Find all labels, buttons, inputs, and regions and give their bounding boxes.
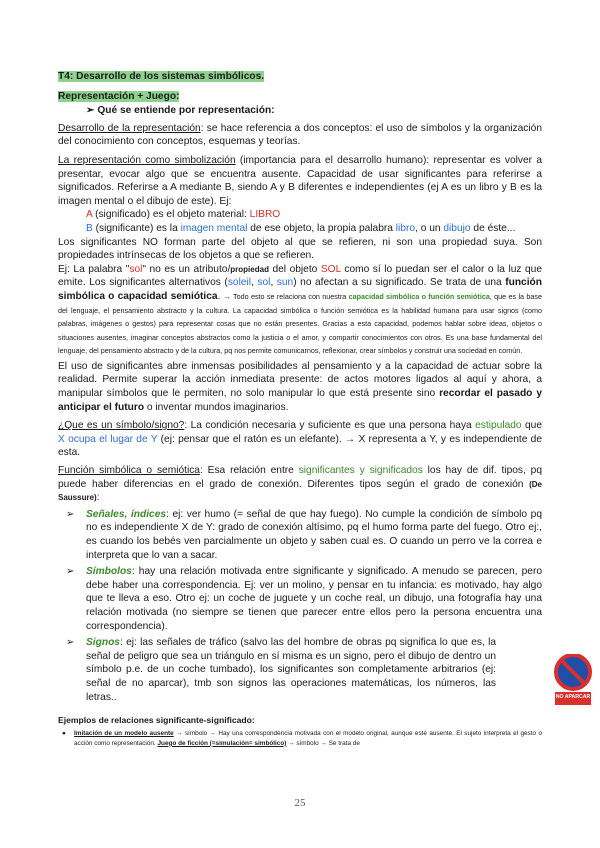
- paragraph-simbolo-signo: ¿Que es un símbolo/signo?: La condición necesaria y suficiente es que una persona haya estipulado que X ocupa el lugar de Y (ej: pensar que el ratón es un elefante). → X representa a Y, y es independiente de esta.: [58, 420, 543, 459]
- bullet-senales: ➢ Señales, índices: ej: ver humo (= señal de que hay fuego). No cumple la condición de símbolo pq no es independiente X de Y: grado de conexión altísimo, pq el humo forma parte del fuego. Otro ej:, es cuando los bebés ven parcialmente un objeto y saben cual es. O cuando un perro ve la correa e interpreta que lo van a sacar.: [66, 508, 542, 561]
- example-b-line: B (significante) es la imagen mental de ese objeto, la propia palabra libro, o un dibujo de éste...: [86, 222, 516, 234]
- examples-title: Ejemplos de relaciones significante-significado:: [58, 715, 255, 726]
- topic-title: T4: Desarrollo de los sistemas simbólicos.: [58, 71, 265, 82]
- paragraph-posibilidades: El uso de significantes abre inmensas posibilidades al pensamiento y a la capacidad de actuar sobre la realidad. Permite superar la acción inmediata presente: de actos motores ligados al aquí y ahora, a manipular símbolos que le permiten, no solo manipular lo que está presente sino recordar el pasado y anticipar el futuro o inventar mundos imaginarios.: [58, 360, 542, 413]
- document-page: [58, 70, 542, 749]
- bullet-signos: ➢ Signos: ej: las señales de tráfico (salvo las del hombre de obras pq significa lo que es, la señal de peligro que sea un triángulo en sí misma es un signo, pero el dibujo de dentro un símbolo p.e. de un coche tumbado), los significantes son completamente arbitrarios (ej: señal de no aparcar), tmb son signos las operaciones matemáticas, los números, las letras..: [66, 637, 496, 703]
- page-number: 25: [294, 797, 306, 809]
- examples-list-item: ● Imitación de un modelo ausente → símbolo → Hay una correspondencia motivada con el modelo original, aunque esté ausente. El sujeto interpreta el gesto o acción como representación. Juego de ficción (=simulación= simbólico) → símbolo → Se trata de: [62, 729, 543, 747]
- section-heading: Representación + Juego:: [58, 90, 180, 102]
- example-a-line: A (significado) es el objeto material: LIBRO: [86, 209, 281, 221]
- paragraph-funcion-simbolica: Función simbólica o semiótica: Esa relación entre significantes y significados los hay de dif. tipos, pq puede haber diferencias en el grado de conexión. Diferentes tipos según el grado de conexión (De Saussure):: [58, 465, 543, 504]
- paragraph-simbolizacion: La representación como simbolización (importancia para el desarrollo humano): representar es volver a presentar, evocar algo que se encuentra ausente. Capacidad de usar significantes para referirse a significados. Referirse a A mediante B, siendo A y B diferentes e independientes (ej A es un libro y B es la imagen mental o el dibujo de este). Ej:: [58, 154, 542, 207]
- bullet-simbolos: ➢ Símbolos: hay una relación motivada entre significante y significado. A menudo se parecen, pero debe haber una correspondencia. Ej: ver un molino, y pensar en tu infancia: es motivado, hay algo que te lleva a eso. Otro ej: un coche de juguete y un coche real, un dibujo, una fotografía hay una relación motivada (no siempre se tienen que parecer entre ellos pero la persona encuentra una correspondencia).: [66, 566, 542, 632]
- paragraph-desarrollo: Desarrollo de la representación: se hace referencia a dos conceptos: el uso de símbolos y la organización del conocimiento con conceptos, esquemas y teorías.: [58, 122, 542, 148]
- paragraph-significantes: Los significantes NO forman parte del objeto al que se refieren, ni son una propiedad suya. Son propiedades intrínsecas de los objetos a que se refieren.: [58, 236, 542, 262]
- sign-text: NO APARCAR: [555, 694, 591, 700]
- no-parking-sign-icon: [553, 654, 593, 706]
- question-heading: ➢ Qué se entiende por representación:: [86, 105, 275, 117]
- paragraph-sol-example: Ej: La palabra "sol" no es un atributo/propiedad del objeto SOL como sí lo puedan ser el calor o la luz que emite. Los significantes alternativos (soleil, sol, sun) no afectan a su significado. Se trata de una función simbólica o capacidad semiótica. → Todo esto se relaciona con nuestra capacidad simbólica o función semiótica, que es la base del lenguaje, el pensamiento abstracto y la cultura. La capacidad simbólica o función semiótica es la habilidad humana para usar signos (como palabras, imágenes o gestos) para representar cosas que no están presentes. Gracias a esta capacidad, podemos hablar sobre ideas, objetos o situaciones ausentes, imaginar conceptos abstractos como la justicia o el amor, y compartir conocimientos con otros. Es una base fundamental del lenguaje, del pensamiento abstracto y de la cultura, pq nos permite comunicarnos, reflexionar, crear símbolos y construir una sociedad en común.: [58, 263, 542, 356]
